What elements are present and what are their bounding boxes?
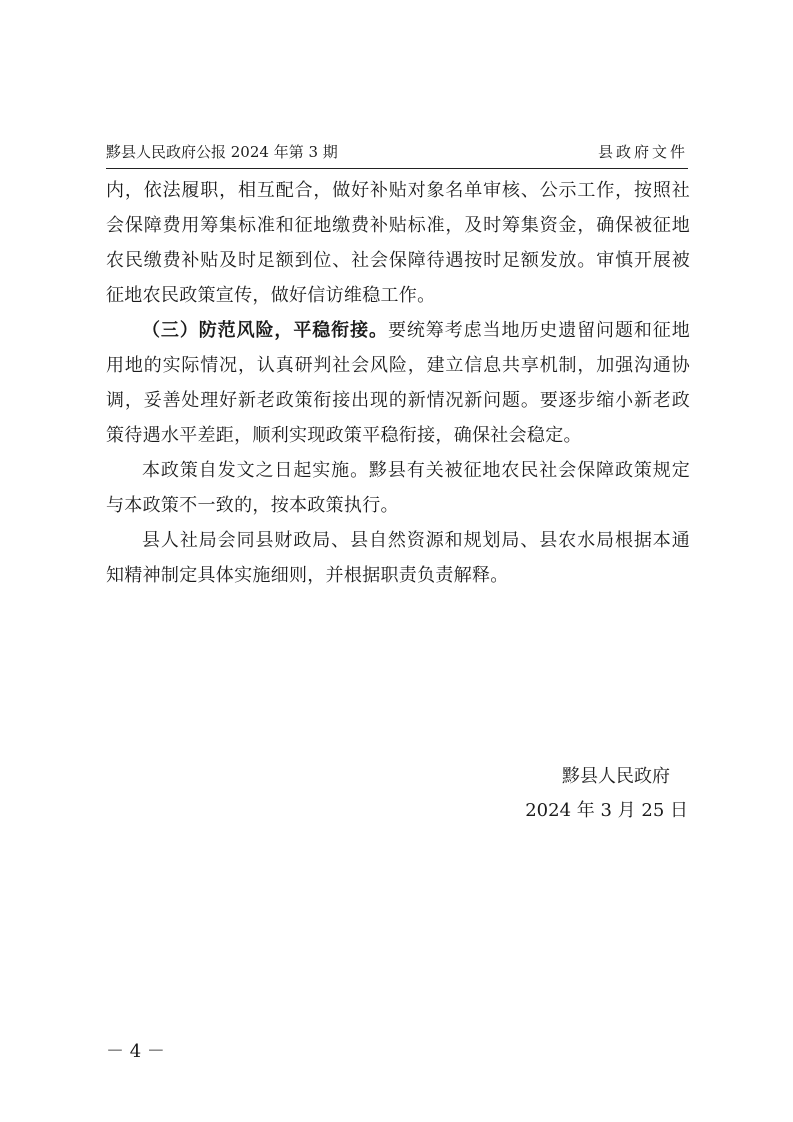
- header-divider: [106, 168, 688, 169]
- paragraph-heading: （三）防范风险，平稳衔接。: [142, 320, 388, 341]
- issue-date: 2024 年 3 月 25 日: [525, 800, 688, 821]
- paragraph-text: 内，依法履职，相互配合，做好补贴对象名单审核、公示工作，按照社会保障费用筹集标准和征地缴费补贴标准，及时筹集资金，确保被征地农民缴费补贴及时足额到位、社会保障待遇按时足额发放。审慎开展被征地农民政策宣传，做好信访维稳工作。: [106, 180, 690, 306]
- document-body: [106, 173, 690, 593]
- paragraph-continued: [106, 173, 690, 313]
- paragraph-text: 本政策自发文之日起实施。黟县有关被征地农民社会保障政策规定与本政策不一致的，按本政策执行。: [106, 460, 690, 516]
- paragraph-text: 县人社局会同县财政局、县自然资源和规划局、县农水局根据本通知精神制定具体实施细则，并根据职责负责解释。: [106, 530, 690, 586]
- gazette-issue-label: 黟县人民政府公报 2024 年第 3 期: [106, 143, 338, 161]
- paragraph-text: 要统筹考虑当地历史遗留问题和征地用地的实际情况，认真研判社会风险，建立信息共享机制，加强沟通协调，妥善处理好新老政策衔接出现的新情况新问题。要逐步缩小新老政策待遇水平差距，顺利实现政策平稳衔接，确保社会稳定。: [106, 320, 690, 446]
- document-header: [106, 140, 688, 166]
- paragraph-effective-date: [106, 453, 690, 523]
- issuing-authority: 黟县人民政府: [562, 766, 670, 787]
- paragraph-risk-prevention: [106, 313, 690, 453]
- section-label: 县政府文件: [597, 143, 688, 161]
- page-number: － 4 －: [106, 1041, 165, 1062]
- signature-block: [488, 760, 688, 828]
- paragraph-interpretation: [106, 523, 690, 593]
